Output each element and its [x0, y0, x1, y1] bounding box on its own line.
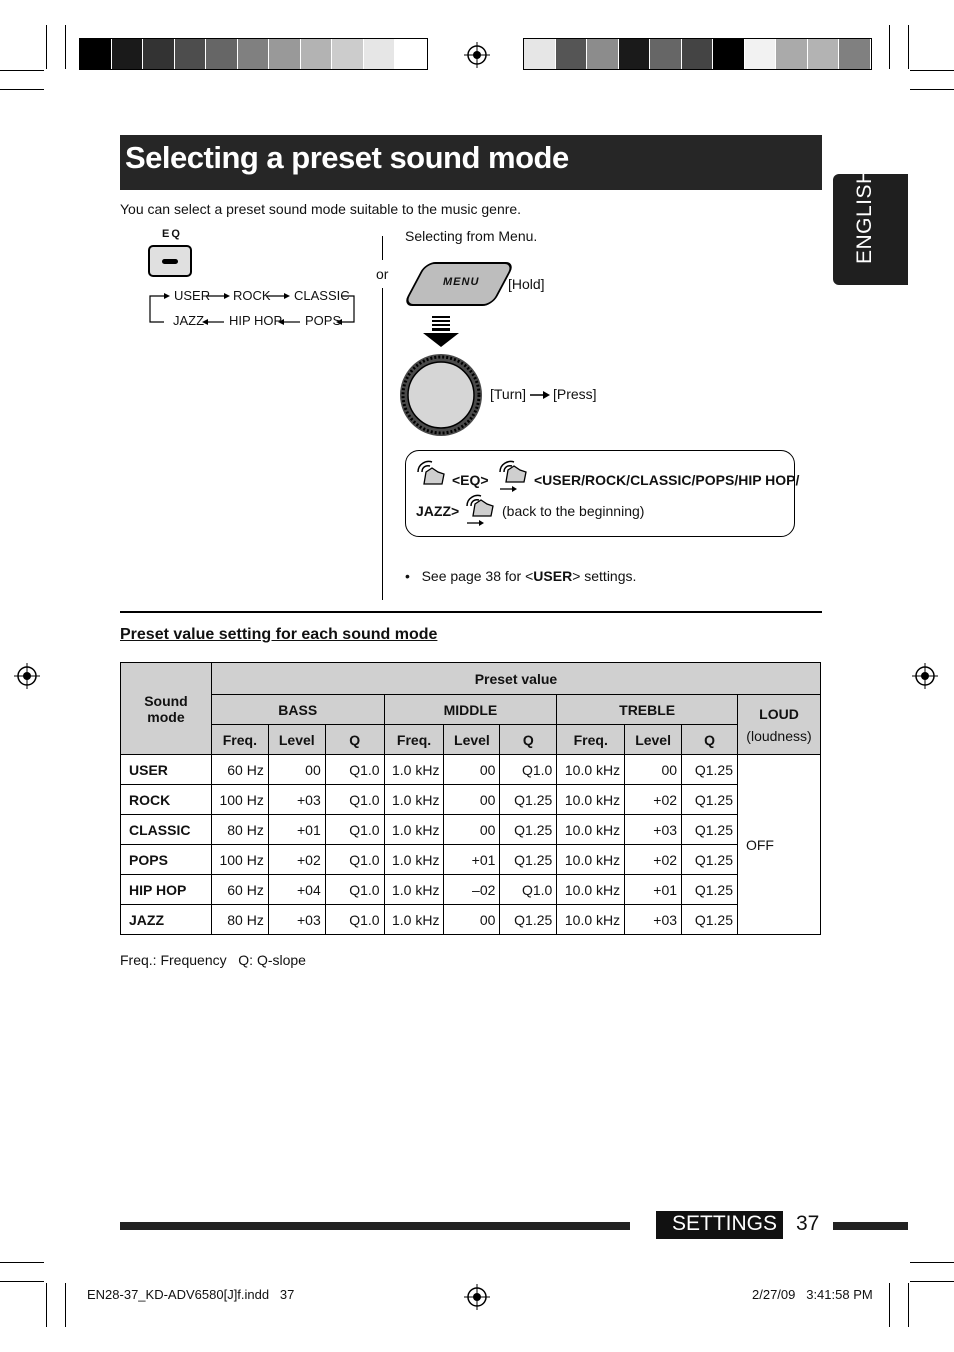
color-swatch: [112, 39, 144, 69]
registration-mark-icon: [464, 1284, 490, 1310]
table-cell: +03: [625, 815, 682, 845]
turn-press-hand-arrow-icon: [463, 492, 497, 526]
registration-mark-icon: [14, 663, 40, 689]
table-row: [121, 815, 821, 845]
color-swatch: [364, 39, 396, 69]
table-cell: 1.0 kHz: [384, 815, 444, 845]
table-cell: Q1.0: [325, 785, 384, 815]
loud-header-sub: (loudness): [746, 727, 812, 744]
table-cell: Q1.0: [325, 875, 384, 905]
table-cell: Q1.0: [325, 845, 384, 875]
hold-label: [Hold]: [508, 276, 545, 292]
color-calibration-bar: [523, 38, 872, 70]
bass-header: BASS: [211, 695, 384, 725]
table-cell: 00: [268, 755, 325, 785]
section-divider: [120, 611, 822, 613]
color-swatch: [80, 39, 112, 69]
table-cell: Q1.25: [500, 785, 557, 815]
crop-mark: [910, 1262, 954, 1263]
color-swatch: [206, 39, 238, 69]
eq-button[interactable]: [148, 245, 192, 277]
crop-mark: [910, 1281, 954, 1282]
color-swatch: [175, 39, 207, 69]
table-cell: +01: [444, 845, 500, 875]
loud-header-label: LOUD: [759, 705, 799, 722]
preset-value-header: Preset value: [211, 663, 820, 695]
table-cell: +01: [625, 875, 682, 905]
table-cell: 10.0 kHz: [557, 905, 625, 935]
color-swatch: [650, 39, 682, 69]
eq-label: EQ: [162, 228, 182, 240]
preset-value-table: [120, 662, 821, 935]
table-cell: +02: [625, 785, 682, 815]
menu-path-jazz: JAZZ>: [416, 503, 460, 519]
note-bullet: •: [405, 568, 410, 584]
table-cell: 10.0 kHz: [557, 845, 625, 875]
color-swatch: [524, 39, 556, 69]
eq-button-bar: [162, 259, 178, 264]
color-swatch: [301, 39, 333, 69]
table-cell: 00: [444, 905, 500, 935]
note: [405, 568, 636, 584]
table-row: [121, 845, 821, 875]
crop-mark: [908, 25, 909, 69]
color-swatch: [713, 39, 745, 69]
sound-mode-cell: ROCK: [121, 785, 212, 815]
cycle-mode: CLASSIC: [294, 288, 350, 303]
table-cell: 60 Hz: [211, 755, 268, 785]
sound-mode-cell: POPS: [121, 845, 212, 875]
cycle-mode: JAZZ: [173, 313, 205, 328]
control-dial-icon[interactable]: [398, 352, 484, 438]
color-swatch: [556, 39, 588, 69]
color-swatch: [745, 39, 777, 69]
table-cell: Q1.25: [500, 815, 557, 845]
crop-mark: [910, 89, 954, 90]
color-swatch: [332, 39, 364, 69]
table-row: [121, 875, 821, 905]
color-swatch: [143, 39, 175, 69]
color-swatch: [587, 39, 619, 69]
cycle-mode: HIP HOP: [229, 313, 283, 328]
table-cell: Q1.25: [500, 845, 557, 875]
crop-mark: [0, 70, 44, 71]
table-cell: 100 Hz: [211, 785, 268, 815]
table-cell: 1.0 kHz: [384, 785, 444, 815]
table-cell: 80 Hz: [211, 905, 268, 935]
table-cell: +03: [625, 905, 682, 935]
table-cell: 60 Hz: [211, 875, 268, 905]
turn-label: [Turn]: [490, 386, 527, 402]
table-cell: 00: [444, 755, 500, 785]
table-cell: 00: [444, 785, 500, 815]
menu-path-options: <USER/ROCK/CLASSIC/POPS/HIP HOP/: [534, 472, 800, 488]
menu-intro-text: Selecting from Menu.: [405, 228, 538, 244]
divider: [382, 236, 383, 260]
table-row: [121, 785, 821, 815]
table-cell: 10.0 kHz: [557, 875, 625, 905]
table-cell: 1.0 kHz: [384, 845, 444, 875]
table-cell: Q1.25: [682, 755, 738, 785]
treble-header: TREBLE: [557, 695, 738, 725]
cycle-mode: USER: [174, 288, 211, 303]
footer-file-info: EN28-37_KD-ADV6580[J]f.indd 37: [87, 1287, 295, 1302]
column-header: Level: [268, 725, 325, 755]
table-cell: 10.0 kHz: [557, 815, 625, 845]
crop-mark: [889, 1283, 890, 1327]
column-header: Q: [682, 725, 738, 755]
table-cell: 10.0 kHz: [557, 785, 625, 815]
table-cell: Q1.25: [682, 845, 738, 875]
column-header: Level: [444, 725, 500, 755]
sound-mode-cell: JAZZ: [121, 905, 212, 935]
table-cell: Q1.0: [500, 755, 557, 785]
crop-mark: [65, 1283, 66, 1327]
table-cell: +02: [625, 845, 682, 875]
column-header: Freq.: [384, 725, 444, 755]
sound-mode-cell: HIP HOP: [121, 875, 212, 905]
crop-mark: [889, 25, 890, 69]
table-cell: 80 Hz: [211, 815, 268, 845]
table-cell: +01: [268, 815, 325, 845]
table-cell: 10.0 kHz: [557, 755, 625, 785]
table-cell: 1.0 kHz: [384, 755, 444, 785]
color-swatch: [839, 39, 871, 69]
footer-rule: [120, 1222, 630, 1230]
loud-header: [737, 695, 820, 755]
menu-button-label: MENU: [443, 276, 480, 288]
note-suffix: > settings.: [572, 568, 637, 584]
registration-mark-icon: [464, 42, 490, 68]
color-swatch: [238, 39, 270, 69]
table-cell: +02: [268, 845, 325, 875]
table-cell: +04: [268, 875, 325, 905]
table-cell: Q1.25: [500, 905, 557, 935]
divider: [382, 288, 383, 600]
table-cell: 00: [444, 815, 500, 845]
middle-header: MIDDLE: [384, 695, 557, 725]
crop-mark: [65, 25, 66, 69]
color-swatch: [682, 39, 714, 69]
crop-mark: [908, 1283, 909, 1327]
press-label: [Press]: [553, 386, 597, 402]
table-cell: 100 Hz: [211, 845, 268, 875]
menu-path-back: (back to the beginning): [502, 503, 645, 519]
cycle-mode: ROCK: [233, 288, 271, 303]
table-cell: Q1.25: [682, 905, 738, 935]
sound-mode-header: Sound mode: [121, 663, 212, 755]
crop-mark: [46, 25, 47, 69]
crop-mark: [0, 89, 44, 90]
table-cell: +03: [268, 905, 325, 935]
table-row: [121, 755, 821, 785]
language-tab: [833, 168, 908, 285]
table-row: [121, 905, 821, 935]
page-title: Selecting a preset sound mode: [125, 140, 569, 175]
page-number: 37: [796, 1212, 820, 1235]
table-cell: Q1.25: [682, 875, 738, 905]
footer-rule: [833, 1222, 908, 1230]
language-tab-label: ENGLISH: [853, 168, 876, 264]
table-cell: Q1.25: [682, 785, 738, 815]
table-cell: Q1.0: [325, 905, 384, 935]
column-header: Q: [325, 725, 384, 755]
column-header: Freq.: [557, 725, 625, 755]
note-prefix: See page 38 for <: [421, 568, 534, 584]
color-swatch: [619, 39, 651, 69]
sound-mode-cell: CLASSIC: [121, 815, 212, 845]
sound-mode-cell: USER: [121, 755, 212, 785]
footnote: Freq.: Frequency Q: Q-slope: [120, 952, 306, 968]
menu-path-eq: <EQ>: [452, 472, 489, 488]
table-cell: –02: [444, 875, 500, 905]
crop-mark: [910, 70, 954, 71]
cycle-mode: POPS: [305, 313, 342, 328]
crop-mark: [0, 1262, 44, 1263]
table-cell: Q1.0: [325, 815, 384, 845]
turn-press-hand-icon: [414, 458, 448, 486]
table-cell: 1.0 kHz: [384, 875, 444, 905]
or-label: or: [376, 266, 389, 282]
table-cell: Q1.0: [325, 755, 384, 785]
footer-section-label: SETTINGS: [672, 1212, 778, 1235]
table-cell: 1.0 kHz: [384, 905, 444, 935]
table-cell: 00: [625, 755, 682, 785]
crop-mark: [0, 1281, 44, 1282]
column-header: Level: [625, 725, 682, 755]
turn-press-hand-arrow-icon: [496, 458, 530, 492]
loudness-value-cell: OFF: [737, 755, 820, 935]
table-cell: +03: [268, 785, 325, 815]
column-header: Freq.: [211, 725, 268, 755]
color-swatch: [395, 39, 427, 69]
intro-text: You can select a preset sound mode suitable to the music genre.: [120, 201, 522, 217]
footer-timestamp: 2/27/09 3:41:58 PM: [752, 1287, 873, 1302]
color-swatch: [808, 39, 840, 69]
crop-mark: [46, 1283, 47, 1327]
registration-mark-icon: [912, 663, 938, 689]
table-cell: Q1.25: [682, 815, 738, 845]
table-cell: Q1.0: [500, 875, 557, 905]
column-header: Q: [500, 725, 557, 755]
color-calibration-bar: [79, 38, 428, 70]
down-arrow-icon: [421, 316, 461, 348]
color-swatch: [776, 39, 808, 69]
arrow-right-icon: [530, 390, 550, 400]
color-swatch: [269, 39, 301, 69]
note-strong: USER: [533, 568, 573, 584]
section-heading: Preset value setting for each sound mode: [120, 626, 438, 643]
